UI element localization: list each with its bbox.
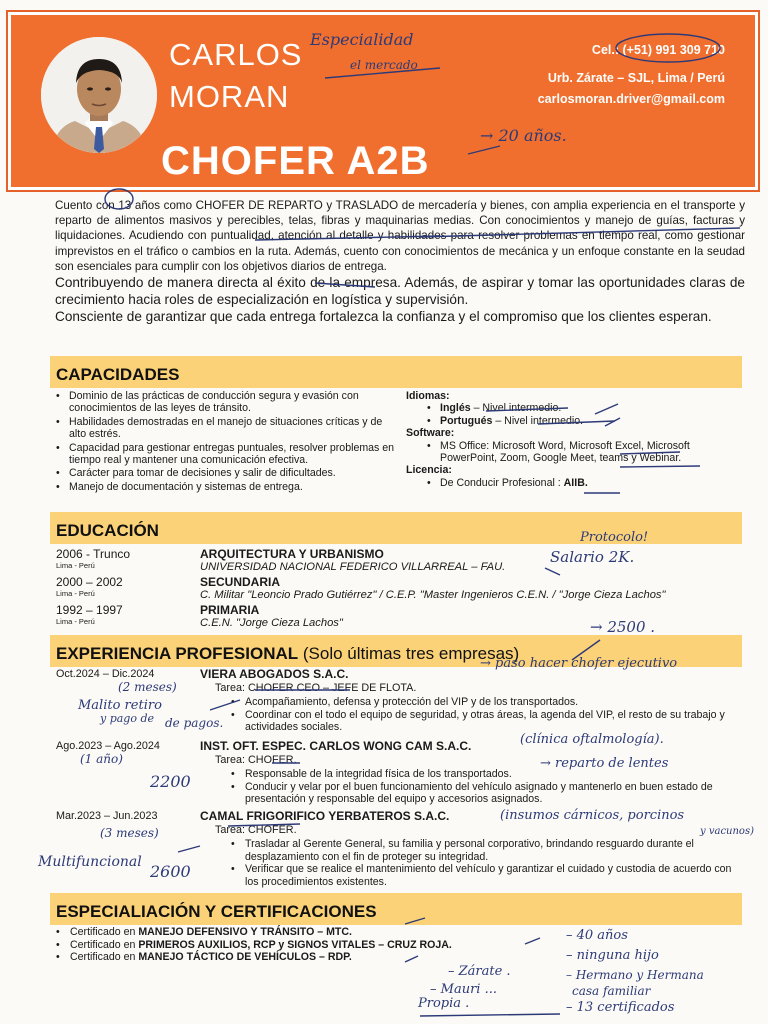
language-name: Inglés	[440, 402, 471, 415]
cert-name: PRIMEROS AUXILIOS, RCP y SIGNOS VITALES – CRUZ ROJA.	[138, 938, 452, 951]
education-date: 1992 – 1997	[56, 603, 123, 617]
handwritten-note: casa familiar	[572, 984, 651, 998]
section-capacidades	[50, 356, 742, 388]
licencia-class: AIIB.	[563, 476, 588, 489]
cert-prefix: Certificado en	[70, 926, 139, 938]
handwritten-note: de pagos.	[165, 716, 224, 730]
handwritten-note: Especialidad	[310, 30, 414, 49]
education-entry	[56, 575, 746, 605]
list-item: • Coordinar con el todo el equipo de seguridad, y otras áreas, la agenda del VIP, el resto de su trabajo y actividades sociales.	[231, 709, 746, 734]
licencia-text: De Conducir Profesional :	[440, 476, 564, 489]
list-item	[56, 939, 452, 952]
education-location: Lima - Perú	[56, 589, 95, 598]
list-item: • Acompañamiento, defensa y protección del VIP y de los transportados.	[231, 696, 746, 709]
handwritten-note: – 40 años	[566, 928, 628, 943]
contact-address: Urb. Zárate – SJL, Lima / Perú	[547, 71, 725, 85]
list-item: • Manejo de documentación y sistemas de entrega.	[56, 481, 396, 493]
language-item	[406, 402, 746, 414]
cert-name: MANEJO TÁCTICO DE VEHÍCULOS – RDP.	[138, 951, 352, 964]
experience-bullets	[231, 696, 746, 734]
experience-company: CAMAL FRIGORIFICO YERBATEROS S.A.C.	[200, 809, 450, 823]
section-certificaciones	[50, 893, 742, 925]
handwritten-note: (1 año)	[80, 752, 123, 766]
education-title: ARQUITECTURA Y URBANISMO	[200, 547, 384, 561]
summary-paragraph-1: Cuento con 13 años como CHOFER DE REPARTO y TRASLADO de mercadería y bienes, con amplia experiencia en el transporte y reparto de alimentos masivos y perecibles, telas, fibras y maquinarias medias. Con conocimientos y manejo de guías, facturas y liquidaciones. Acudiendo con puntualidad, atención al detalle y habilidades para resolver problemas en tiempo real, como gestionar imprevistos en el tráfico o cambios en la ruta. Además, cuento con conocimientos de mecánica y un enfoque constante en la seudad son esenciales para cumplir con los objetivos diarios de entrega.	[55, 199, 745, 273]
contact-phone: Cel.: (+51) 991 309 710	[591, 43, 725, 57]
summary-paragraph-2: Contribuyendo de manera directa al éxito de la empresa. Además, de aspirar y tomar las oportunidades claras de crecimiento hacia roles de especialización en logística y supervisión.	[55, 275, 745, 308]
name-last: MORAN	[169, 79, 290, 114]
education-entry	[56, 547, 746, 577]
check-mark	[525, 938, 540, 944]
list-item: • Habilidades demostradas en el manejo de situaciones críticas y de alto estrés.	[56, 416, 396, 441]
section-heading: CAPACIDADES	[56, 365, 180, 384]
experience-role: Tarea: CHOFER.	[215, 754, 297, 766]
handwritten-note: Malito retiro	[78, 698, 162, 713]
certifications-list	[56, 926, 452, 964]
avatar	[41, 37, 157, 153]
arrow-mark	[178, 846, 200, 852]
list-item: • Conducir y velar por el buen funcionamiento del vehículo asignado y mantenerlo en buen estado de presentación y responsable del equipo y accesorios asignados.	[231, 781, 746, 806]
experience-date: Oct.2024 – Dic.2024	[56, 668, 155, 680]
experience-date: Mar.2023 – Jun.2023	[56, 810, 158, 822]
education-date: 2000 – 2002	[56, 575, 123, 589]
list-item	[56, 926, 452, 939]
capacidades-side	[406, 390, 746, 489]
language-item	[406, 415, 746, 427]
contact-email: carlosmoran.driver@gmail.com	[537, 92, 725, 106]
handwritten-note: → 20 años.	[480, 126, 567, 145]
handwritten-note: 2600	[150, 862, 191, 881]
language-level: – Nivel intermedio.	[470, 402, 562, 415]
list-item: • Verificar que se realice el mantenimiento del vehículo y garantizar el cuidado y custodia de acuerdo con los procedimientos existentes.	[231, 863, 746, 888]
handwritten-note: y vacunos)	[700, 826, 754, 837]
capacidades-list	[56, 390, 396, 494]
experience-bullets	[231, 768, 746, 806]
job-title: CHOFER A2B	[161, 139, 430, 183]
handwritten-note: el mercado	[350, 58, 418, 72]
handwritten-note: 2200	[150, 772, 191, 791]
list-item	[56, 951, 452, 964]
software-label: Software:	[406, 427, 455, 440]
handwritten-note: – ninguna hijo	[566, 948, 659, 963]
list-item: • Trasladar al Gerente General, su familia y personal corporativo, brindando resguardo durante el desplazamiento con el fin de proteger su integridad.	[231, 838, 746, 863]
education-institution: UNIVERSIDAD NACIONAL FEDERICO VILLARREAL – FAU.	[200, 561, 506, 573]
underline-mark	[420, 1014, 560, 1016]
list-item: • Dominio de las prácticas de conducción segura y evasión con conocimientos de las leyes de tránsito.	[56, 390, 396, 415]
education-institution: C.E.N. "Jorge Cieza Lachos"	[200, 617, 343, 629]
profile-summary	[55, 198, 745, 325]
handwritten-note: (3 meses)	[100, 826, 159, 840]
education-institution: C. Militar "Leoncio Prado Gutiérrez" / C.E.P. "Master Ingenieros C.E.N. / "Jorge Cieza Lachos"	[200, 589, 666, 601]
education-location: Lima - Perú	[56, 561, 95, 570]
section-heading: EDUCACIÓN	[56, 521, 159, 540]
section-heading-note: (Solo últimas tres empresas)	[298, 644, 520, 663]
language-level: – Nivel intermedio.	[492, 414, 584, 427]
handwritten-note: – Hermano y Hermana	[566, 968, 704, 982]
experience-company: VIERA ABOGADOS S.A.C.	[200, 667, 349, 681]
handwritten-note: (2 meses)	[118, 680, 177, 694]
handwritten-note: – Zárate .	[448, 964, 511, 979]
handwritten-note: Salario 2K.	[550, 548, 635, 566]
handwritten-note: y pago de	[100, 712, 155, 725]
name-first: CARLOS	[169, 37, 303, 72]
experience-company: INST. OFT. ESPEC. CARLOS WONG CAM S.A.C.	[200, 739, 472, 753]
education-title: PRIMARIA	[200, 603, 260, 617]
cert-prefix: Certificado en	[70, 951, 139, 964]
handwritten-note: → 2500 .	[590, 618, 656, 636]
education-location: Lima - Perú	[56, 617, 95, 626]
cert-prefix: Certificado en	[70, 938, 139, 951]
list-item: • Capacidad para gestionar entregas puntuales, resolver problemas en tiempo real y mantener una comunicación efectiva.	[56, 442, 396, 467]
section-heading	[56, 644, 519, 664]
handwritten-note: Propia .	[418, 996, 470, 1011]
licencia-item	[406, 477, 746, 489]
software-item: • MS Office: Microsoft Word, Microsoft Excel, Microsoft PowerPoint, Zoom, Google Meet, teams y Webinar.	[406, 440, 746, 465]
handwritten-note: Multifuncional	[38, 854, 142, 870]
handwritten-note: – Mauri ...	[430, 982, 497, 997]
handwritten-note: → reparto de lentes	[540, 756, 669, 771]
handwritten-note: → paso hacer chofer ejecutivo	[480, 656, 678, 671]
licencia-label: Licencia:	[406, 464, 452, 477]
language-name: Portugués	[440, 414, 493, 427]
handwritten-note: Protocolo!	[580, 530, 649, 545]
education-title: SECUNDARIA	[200, 575, 281, 589]
summary-paragraph-3: Consciente de garantizar que cada entrega fortalezca la confianza y el compromiso que los clientes esperan.	[55, 309, 712, 325]
list-item: • Responsable de la integridad física de los transportados.	[231, 768, 746, 781]
experience-role: Tarea: CHOFER CEO – JEFE DE FLOTA.	[215, 682, 417, 694]
cert-name: MANEJO DEFENSIVO Y TRÁNSITO – MTC.	[138, 926, 352, 938]
section-heading: ESPECIALIACIÓN Y CERTIFICACIONES	[56, 902, 377, 921]
handwritten-note: (clínica oftalmología).	[520, 732, 664, 747]
experience-bullets	[231, 838, 746, 888]
section-heading-main: EXPERIENCIA PROFESIONAL	[56, 644, 299, 663]
list-item: • Carácter para tomar de decisiones y salir de dificultades.	[56, 467, 396, 479]
handwritten-note: (insumos cárnicos, porcinos	[500, 808, 685, 823]
idiomas-label: Idiomas:	[406, 390, 450, 402]
handwritten-note: – 13 certificados	[566, 1000, 675, 1015]
education-date: 2006 - Trunco	[56, 547, 131, 561]
experience-date: Ago.2023 – Ago.2024	[56, 740, 160, 752]
experience-role: Tarea: CHOFER.	[215, 824, 297, 836]
